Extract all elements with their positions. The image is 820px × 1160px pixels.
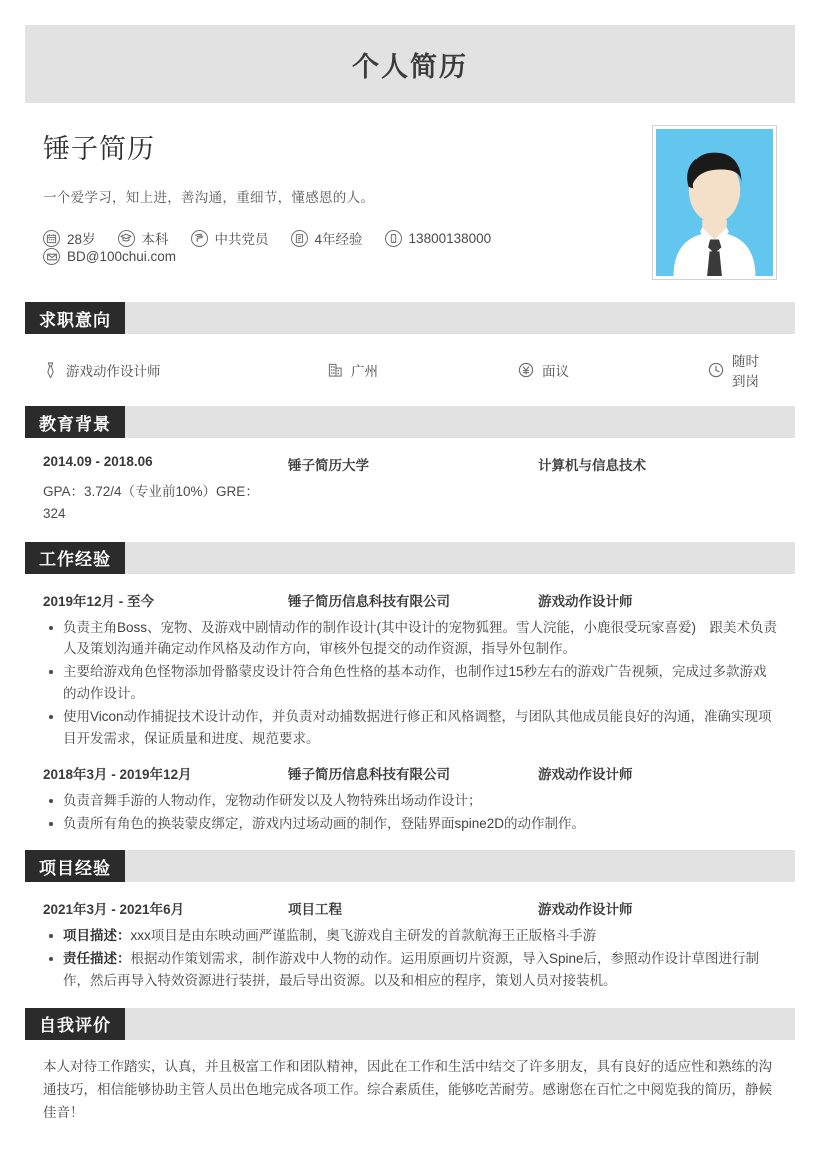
meta-item-political-status <box>191 228 269 248</box>
tie-icon <box>43 362 58 379</box>
intention-item-city <box>328 360 518 380</box>
project-entry-header <box>43 898 777 918</box>
meta-item-phone <box>385 230 492 247</box>
intention-value-availability: 随时到岗 <box>732 354 759 389</box>
avatar <box>656 129 773 276</box>
work-period: 2019年12月 - 至今 <box>43 593 155 609</box>
education-detail: GPA：3.72/4（专业前10%）GRE：324 <box>43 484 259 522</box>
document-icon <box>291 230 308 247</box>
section-header-education <box>25 406 795 438</box>
resume-banner <box>25 25 795 103</box>
work-bullet: 负责音舞手游的人物动作，宠物动作研发以及人物特殊出场动作设计； <box>43 790 777 812</box>
section-header-work <box>25 542 795 574</box>
profile-meta-row <box>43 228 652 265</box>
work-bullet-list <box>43 790 777 835</box>
profile-section <box>25 103 795 286</box>
work-entry <box>43 763 777 835</box>
work-company: 锤子简历信息科技有限公司 <box>288 593 450 609</box>
intention-item-salary <box>518 360 708 380</box>
work-bullet: 负责主角Boss、宠物、及游戏中剧情动作的制作设计(其中设计的宠物狐狸。雪人浣能，小鹿很受玩家喜爱) 跟美术负责人及策划沟通并确定动作风格及动作方向，审核外包提交的动作资源，指导外包制作。 <box>43 617 777 661</box>
meta-value-email: BD@100chui.com <box>67 249 177 264</box>
intention-value-city: 广州 <box>351 364 378 379</box>
work-role: 游戏动作设计师 <box>538 593 633 609</box>
meta-item-degree <box>118 228 169 248</box>
work-entry-header <box>43 763 777 783</box>
work-bullet-list <box>43 617 777 750</box>
section-title-education: 教育背景 <box>25 406 125 438</box>
meta-value-experience: 4年经验 <box>314 232 363 247</box>
section-title-evaluation: 自我评价 <box>25 1008 125 1040</box>
section-header-project <box>25 850 795 882</box>
work-entry <box>43 590 777 750</box>
work-role: 游戏动作设计师 <box>538 766 633 782</box>
work-bullet: 主要给游戏角色怪物添加骨骼蒙皮设计符合角色性格的基本动作，也制作过15秒左右的游戏广告视频，完成过多款游戏的动作设计。 <box>43 661 777 705</box>
meta-value-political-status: 中共党员 <box>214 232 269 247</box>
meta-value-phone: 13800138000 <box>408 230 492 246</box>
education-school: 锤子简历大学 <box>288 458 369 473</box>
project-body <box>25 882 795 992</box>
envelope-icon <box>43 248 60 265</box>
intention-item-availability <box>708 350 777 390</box>
clock-icon <box>708 362 724 378</box>
graduation-cap-icon <box>118 230 135 247</box>
work-company: 锤子简历信息科技有限公司 <box>288 766 450 782</box>
section-header-evaluation <box>25 1008 795 1040</box>
project-bullet-list <box>43 925 777 992</box>
project-bullet <box>43 925 777 947</box>
phone-icon <box>385 230 402 247</box>
meta-value-degree: 本科 <box>141 232 169 247</box>
intention-value-salary: 面议 <box>542 364 569 379</box>
intention-value-position: 游戏动作设计师 <box>66 364 161 379</box>
project-role: 游戏动作设计师 <box>538 902 633 918</box>
person-name: 锤子简历 <box>43 134 155 164</box>
page-title: 个人简历 <box>352 51 468 82</box>
personal-tagline: 一个爱学习，知上进，善沟通，重细节，懂感恩的人。 <box>43 190 375 205</box>
profile-photo <box>652 125 777 280</box>
work-entry-header <box>43 590 777 610</box>
meta-item-email <box>43 248 176 265</box>
education-period: 2014.09 - 2018.06 <box>43 454 153 469</box>
work-bullet: 负责所有角色的换装蒙皮绑定，游戏内过场动画的制作，登陆界面spine2D的动作制作。 <box>43 813 777 835</box>
project-bullet-text: 根据动作策划需求，制作游戏中人物的动作。运用原画切片资源，导入Spine后，参照动作设计草图进行制作，然后再导入特效资源进行装拼，最后导出资源。以及和相应的程序，策划人员对接装机。 <box>63 951 760 989</box>
meta-value-age: 28岁 <box>67 232 96 247</box>
yen-icon <box>518 362 534 378</box>
project-name: 项目工程 <box>288 902 342 918</box>
work-period: 2018年3月 - 2019年12月 <box>43 766 192 782</box>
meta-item-experience <box>291 228 363 248</box>
section-title-work: 工作经验 <box>25 542 125 574</box>
project-bullet-label: 责任描述： <box>63 951 131 967</box>
intention-item-position <box>43 360 328 380</box>
evaluation-text: 本人对待工作踏实，认真，并且极富工作和团队精神，因此在工作和生活中结交了许多朋友，具有良好的适应性和熟练的沟通技巧，相信能够协助主管人员出色地完成各项工作。综合素质佳，能够吃苦耐劳。感谢您在百忙之中阅览我的简历，静候佳音！ <box>43 1058 772 1120</box>
education-major: 计算机与信息技术 <box>538 458 646 473</box>
party-emblem-icon <box>191 230 208 247</box>
intention-row <box>25 334 795 390</box>
project-bullet-text: xxx项目是由东映动画严谨监制，奥飞游戏自主研发的首款航海王正版格斗手游 <box>130 928 597 944</box>
education-body <box>25 438 795 526</box>
section-title-project: 项目经验 <box>25 850 125 882</box>
education-row <box>43 454 777 474</box>
building-icon <box>328 362 343 378</box>
work-bullet: 使用Vicon动作捕捉技术设计动作，并负责对动捕数据进行修正和风格调整，与团队其他成员能良好的沟通，准确实现项目开发需求，保证质量和进度、规范要求。 <box>43 706 777 750</box>
profile-details <box>43 125 652 280</box>
project-period: 2021年3月 - 2021年6月 <box>43 902 185 918</box>
meta-item-age <box>43 228 96 248</box>
section-header-intention <box>25 302 795 334</box>
project-bullet-label: 项目描述： <box>63 928 131 944</box>
calendar-icon <box>43 230 60 247</box>
section-title-intention: 求职意向 <box>25 302 125 334</box>
work-body <box>25 574 795 835</box>
project-bullet <box>43 948 777 992</box>
